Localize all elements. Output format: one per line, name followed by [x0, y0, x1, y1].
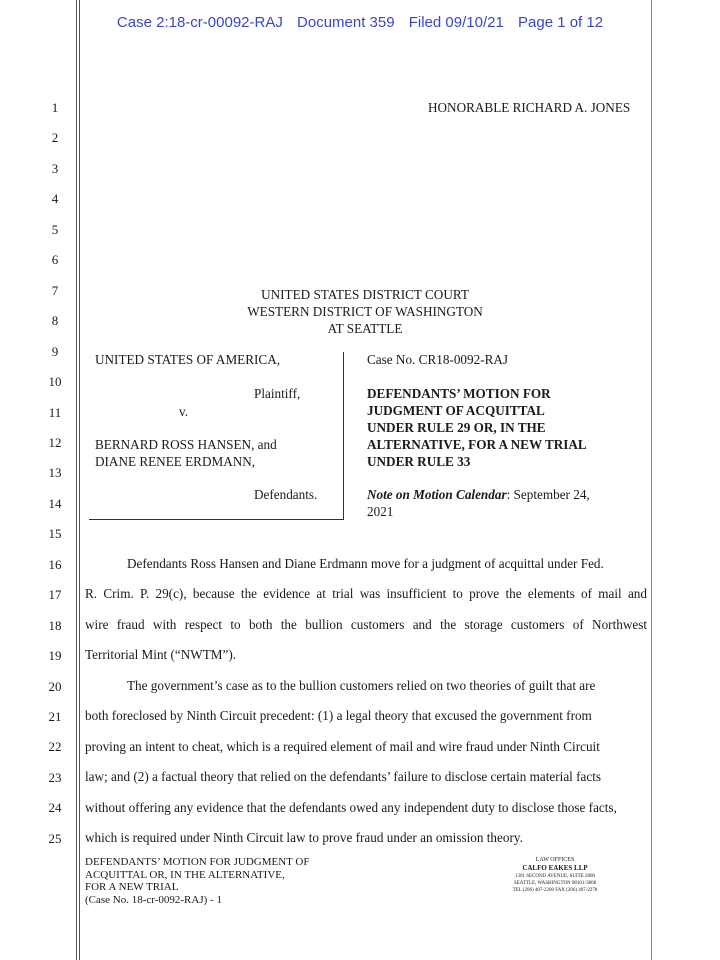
footer-title-line-3: FOR A NEW TRIAL [85, 881, 179, 893]
plaintiff-role: Plaintiff, [254, 386, 301, 401]
body-line-2: R. Crim. P. 29(c), because the evidence at trial was insufficient to prove the elements of mail and [85, 586, 647, 601]
motion-title-2: JUDGMENT OF ACQUITTAL [367, 403, 545, 418]
footer-document-title [85, 856, 310, 906]
firm-law-offices: LAW OFFICES [535, 857, 575, 863]
firm-address-1: 1301 SECOND AVENUE, SUITE 2800 [514, 874, 596, 879]
firm-phone-fax: TEL (206) 407-2200 FAX (206) 407-2278 [512, 888, 598, 893]
body-line-5: The government’s case as to the bullion customers relied on two theories of guilt that are [127, 678, 596, 693]
line-number: 7 [51, 282, 59, 298]
line-number: 18 [48, 617, 62, 633]
line-number: 20 [48, 678, 62, 694]
document-number-stamp: Document 359 [297, 14, 395, 31]
line-number: 17 [48, 587, 62, 603]
line-number: 8 [51, 313, 59, 329]
line-number: 24 [48, 800, 62, 816]
line-number: 3 [51, 160, 59, 176]
line-number: 16 [48, 556, 62, 572]
line-number: 13 [48, 465, 62, 481]
court-name: UNITED STATES DISTRICT COURT [261, 287, 469, 302]
line-number: 1 [51, 100, 59, 115]
court-location: AT SEATTLE [327, 321, 403, 336]
motion-title-1: DEFENDANTS’ MOTION FOR [367, 386, 551, 401]
judge-name: HONORABLE RICHARD A. JONES [428, 100, 631, 115]
body-line-9: without offering any evidence that the defendants owed any independent duty to disclose those facts, [85, 800, 617, 815]
firm-address-2: SEATTLE, WASHINGTON 98101-3808 [513, 881, 597, 886]
case-number: Case No. CR18-0092-RAJ [367, 352, 509, 367]
plaintiff-name: UNITED STATES OF AMERICA, [95, 352, 281, 367]
file-stamp-header [0, 14, 720, 31]
line-number: 11 [48, 404, 62, 420]
caption-divider [343, 352, 344, 520]
firm-letterhead [484, 856, 626, 894]
noting-date-year: 2021 [367, 504, 394, 519]
body-line-3: wire fraud with respect to both the bullion customers and the storage customers of Northwest [85, 617, 647, 632]
case-number-stamp: Case 2:18-cr-00092-RAJ [116, 14, 283, 31]
noting-date [367, 487, 590, 503]
defendant-role: Defendants. [254, 487, 318, 502]
left-margin-rule [76, 0, 77, 960]
body-line-7: proving an intent to cheat, which is a required element of mail and wire fraud under Ninth Circuit [85, 739, 600, 754]
body-line-4: Territorial Mint (“NWTM”). [85, 647, 237, 662]
line-number: 10 [48, 374, 62, 390]
court-district: WESTERN DISTRICT OF WASHINGTON [247, 304, 483, 319]
line-number: 15 [48, 526, 62, 542]
noting-date-label: Note on Motion Calendar [367, 487, 507, 502]
firm-name: CALFO EAKES LLP [522, 864, 588, 872]
body-line-8: law; and (2) a factual theory that relied on the defendants’ failure to disclose certain material facts [85, 769, 602, 784]
line-number: 14 [48, 495, 62, 511]
filed-date-stamp: Filed 09/10/21 [408, 14, 504, 31]
caption-bottom-rule [89, 519, 343, 520]
versus-label: v. [179, 404, 189, 419]
page-count-stamp: Page 1 of 12 [518, 14, 604, 31]
left-margin-rule-double [79, 0, 80, 960]
line-number: 23 [48, 769, 62, 785]
line-number: 21 [48, 709, 62, 724]
line-number: 5 [51, 221, 59, 237]
footer-title-line-1: DEFENDANTS’ MOTION FOR JUDGMENT OF [85, 856, 310, 868]
noting-date-value: : September 24, [506, 487, 590, 502]
line-number: 4 [51, 191, 59, 207]
line-number: 6 [51, 252, 59, 268]
motion-title-4: ALTERNATIVE, FOR A NEW TRIAL [367, 437, 587, 452]
defendant-name-2: DIANE RENEE ERDMANN, [95, 454, 256, 469]
line-number: 19 [48, 648, 62, 664]
line-number: 12 [48, 434, 62, 450]
line-number: 9 [51, 343, 59, 359]
right-margin-rule [651, 0, 652, 960]
body-line-6: both foreclosed by Ninth Circuit precedent: (1) a legal theory that excused the government from [85, 708, 592, 723]
footer-title-line-4: (Case No. 18-cr-0092-RAJ) - 1 [85, 893, 222, 906]
line-number: 2 [51, 130, 59, 146]
motion-title-3: UNDER RULE 29 OR, IN THE [367, 420, 546, 435]
defendant-name-1: BERNARD ROSS HANSEN, and [95, 437, 277, 452]
body-line-1: Defendants Ross Hansen and Diane Erdmann move for a judgment of acquittal under Fed. [127, 556, 604, 571]
line-number: 25 [48, 830, 62, 846]
motion-title-5: UNDER RULE 33 [367, 454, 471, 469]
body-line-10: which is required under Ninth Circuit law to prove fraud under an omission theory. [85, 830, 523, 845]
footer-title-line-2: ACQUITTAL OR, IN THE ALTERNATIVE, [85, 868, 285, 881]
line-number: 22 [48, 739, 62, 755]
